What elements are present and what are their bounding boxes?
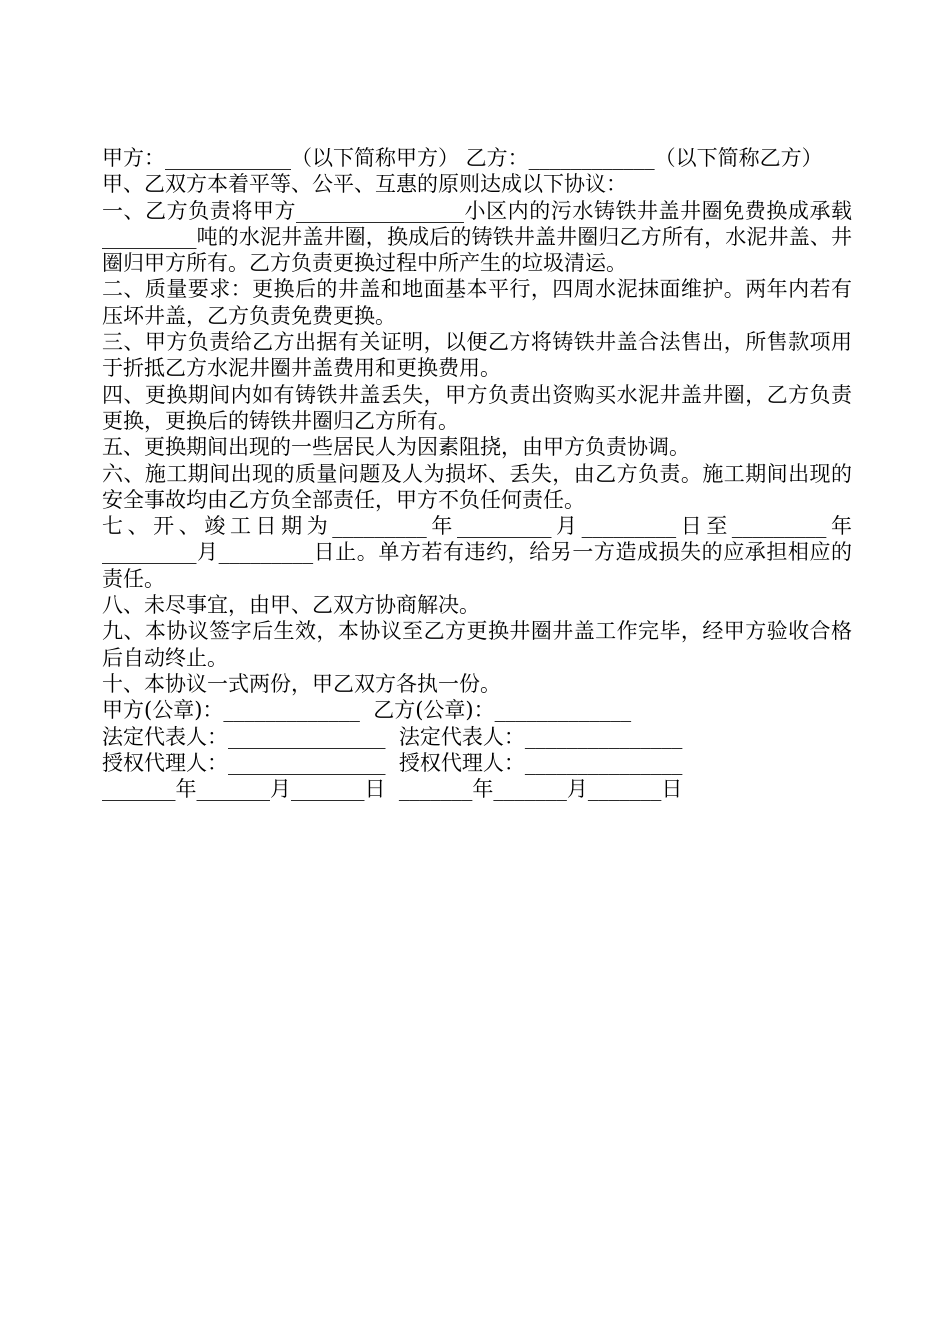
parties-line: 甲方：____________（以下简称甲方） 乙方：____________（以下简称乙方） [102,146,823,170]
clause-7: 七、开、竣工日期为_________年_________月_________日至_________年_________月_________日止。单方若有违约，给另一方造成损失的应承担相应的责任。 [102,514,852,591]
clause-4: 四、更换期间内如有铸铁井盖丢失，甲方负责出资购买水泥井盖井圈，乙方负责更换，更换后的铸铁井圈归乙方所有。 [102,382,852,433]
clause-6: 六、施工期间出现的质量问题及人为损坏、丢失，由乙方负责。施工期间出现的安全事故均由乙方负全部责任，甲方不负任何责任。 [102,461,852,512]
clause-8: 八、未尽事宜，由甲、乙双方协商解决。 [102,593,480,618]
clause-1: 一、乙方负责将甲方________________小区内的污水铸铁井盖井圈免费换成承载_________吨的水泥井盖井圈，换成后的铸铁井盖井圈归乙方所有，水泥井盖、井圈归甲方所有。乙方负责更换过程中所产生的垃圾清运。 [102,198,852,276]
legal-representative-line: 法定代表人：_______________ 法定代表人：_______________ [102,724,683,749]
signature-block [102,697,852,802]
clause-3: 三、甲方负责给乙方出据有关证明，以便乙方将铸铁井盖合法售出，所售款项用于折抵乙方水泥井圈井盖费用和更换费用。 [102,330,852,381]
agreement-intro: 甲、乙双方本着平等、公平、互惠的原则达成以下协议： [102,172,627,197]
authorized-agent-line: 授权代理人：_______________ 授权代理人：_______________ [102,750,683,775]
date-line: _______年_______月_______日 _______年_______月_______日 [102,777,683,802]
contract-body [102,145,852,802]
seal-line: 甲方(公章)：_____________ 乙方(公章)：_____________ [102,698,632,723]
clause-9: 九、本协议签字后生效，本协议至乙方更换井圈井盖工作完毕，经甲方验收合格后自动终止。 [102,619,852,670]
clause-2: 二、质量要求：更换后的井盖和地面基本平行，四周水泥抹面维护。两年内若有压坏井盖，乙方负责免费更换。 [102,277,852,328]
clause-10: 十、本协议一式两份，甲乙双方各执一份。 [102,671,501,696]
clause-5: 五、更换期间出现的一些居民人为因素阻挠，由甲方负责协调。 [102,435,690,460]
